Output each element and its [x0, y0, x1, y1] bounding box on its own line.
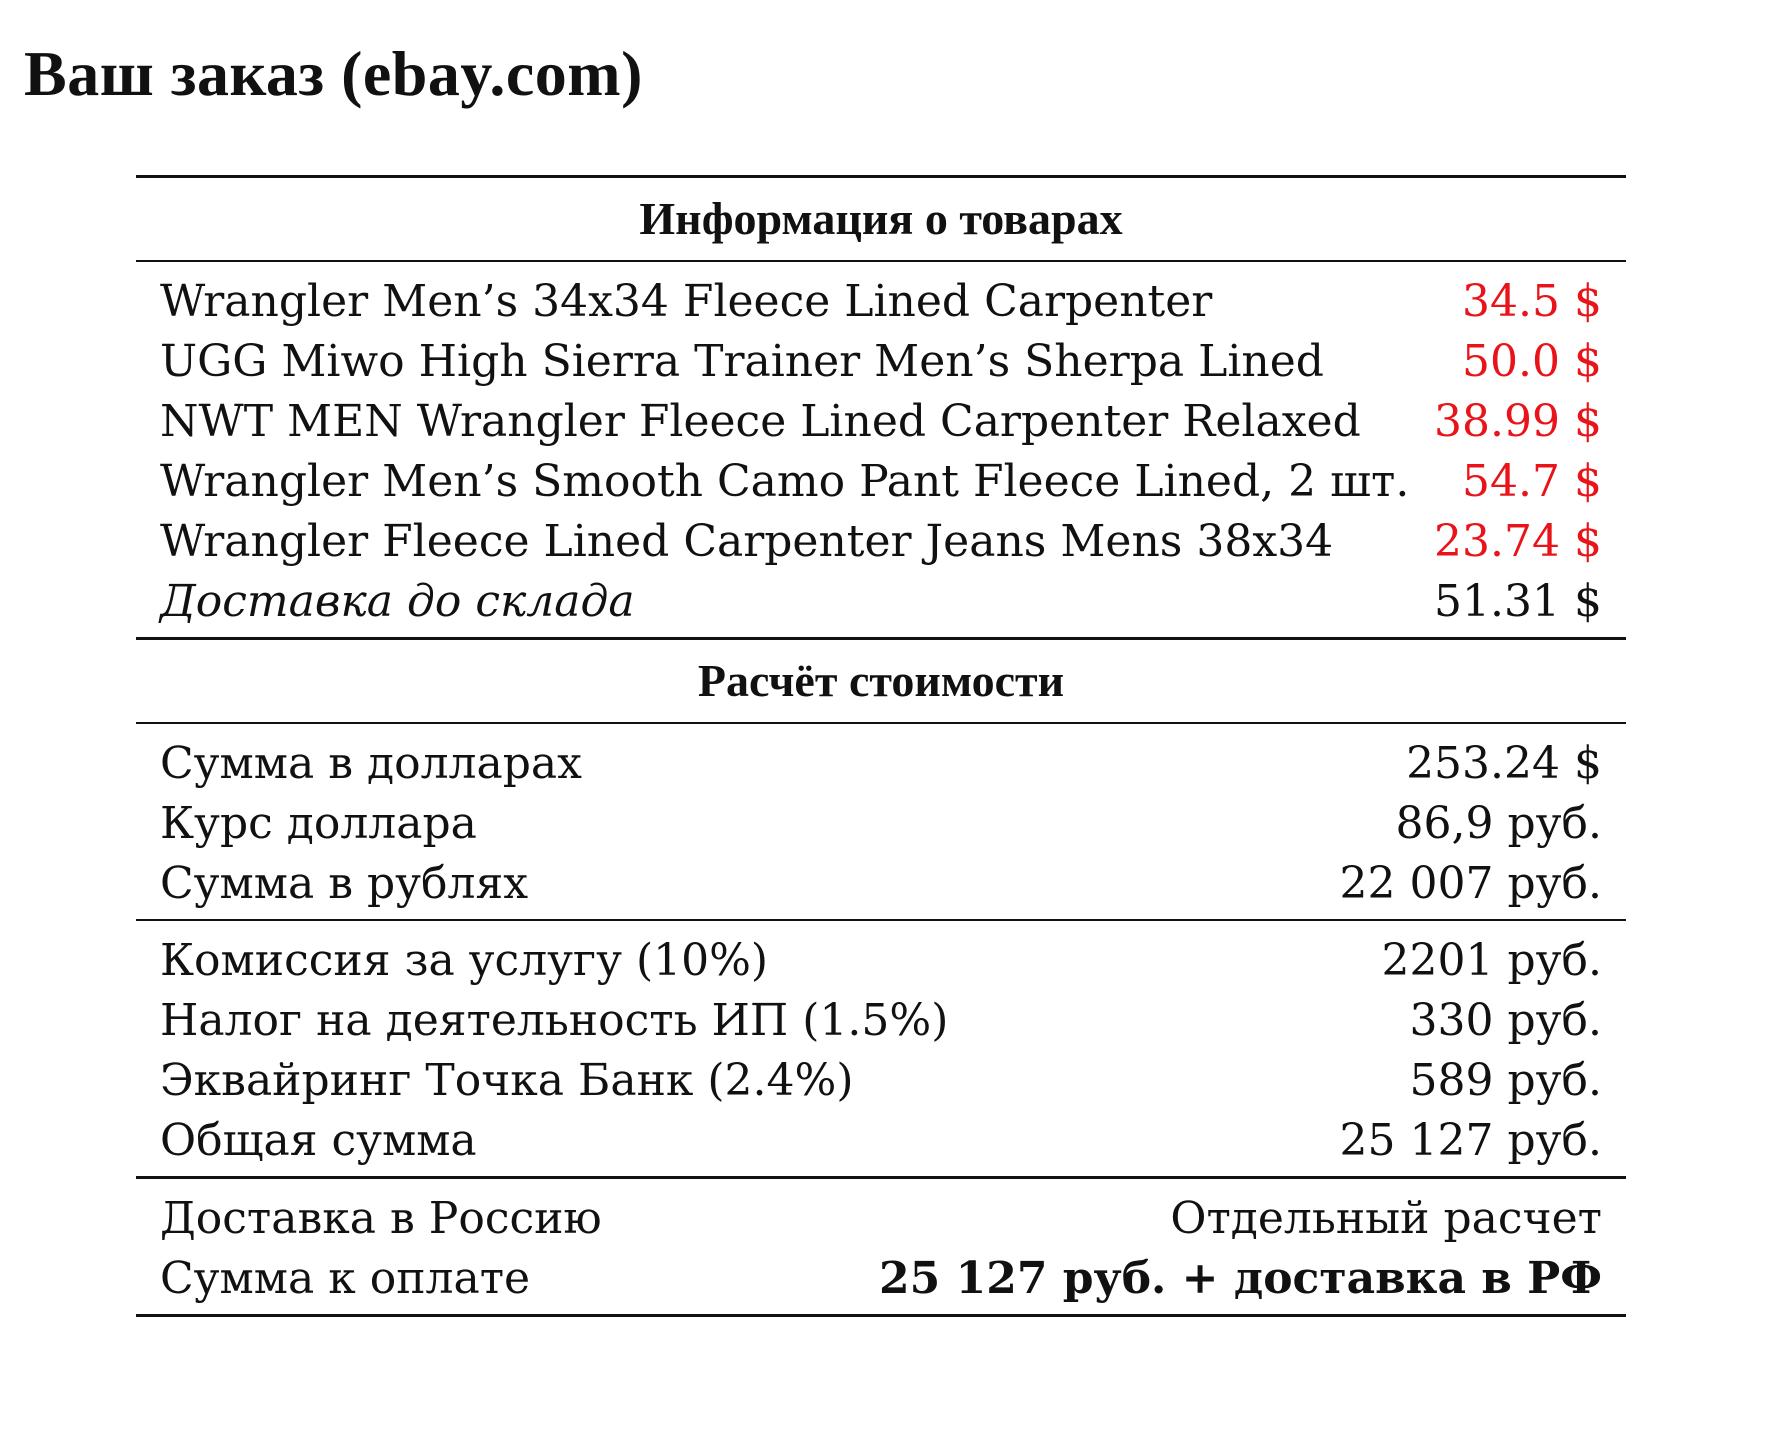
row-label: Эквайринг Точка Банк (2.4%): [160, 1055, 854, 1106]
product-price: 54.7 $: [1462, 456, 1602, 507]
product-price: 23.74 $: [1434, 516, 1602, 567]
warehouse-shipping-value: 51.31 $: [1434, 576, 1602, 627]
amount-due-row: [136, 1249, 1626, 1309]
order-summary-table: [136, 175, 1626, 1317]
row-value: 330 руб.: [1409, 995, 1602, 1046]
warehouse-shipping-label: Доставка до склада: [160, 576, 635, 627]
product-row: [136, 452, 1626, 512]
fee-row: [136, 991, 1626, 1051]
row-label: Курс доллара: [160, 798, 477, 849]
row-value: 589 руб.: [1409, 1055, 1602, 1106]
product-row: [136, 332, 1626, 392]
fee-row: [136, 1051, 1626, 1111]
row-value: 25 127 руб.: [1339, 1115, 1602, 1166]
total-row: [136, 1111, 1626, 1171]
conversion-row: [136, 794, 1626, 854]
product-price: 38.99 $: [1434, 396, 1602, 447]
row-value: 253.24 $: [1406, 738, 1602, 789]
product-price: 50.0 $: [1462, 336, 1602, 387]
page-title: Ваш заказ (ebay.com): [24, 38, 643, 109]
products-list: [136, 262, 1626, 640]
amount-due-value: 25 127 руб. + доставка в РФ: [879, 1253, 1602, 1304]
products-section-header: Информация о товарах: [136, 178, 1626, 262]
row-value: 2201 руб.: [1381, 935, 1602, 986]
product-row: [136, 272, 1626, 332]
product-name: NWT MEN Wrangler Fleece Lined Carpenter Relaxed: [160, 396, 1361, 447]
product-row: [136, 512, 1626, 572]
warehouse-shipping-row: [136, 572, 1626, 632]
product-name: Wrangler Men’s Smooth Camo Pant Fleece Lined, 2 шт.: [160, 456, 1410, 507]
product-price: 34.5 $: [1462, 276, 1602, 327]
row-label: Доставка в Россию: [160, 1193, 602, 1244]
row-label: Сумма к оплате: [160, 1253, 531, 1304]
row-value: 22 007 руб.: [1339, 858, 1602, 909]
row-label: Сумма в рублях: [160, 858, 529, 909]
row-value: Отдельный расчет: [1170, 1193, 1602, 1244]
conversion-row: [136, 854, 1626, 914]
row-label: Налог на деятельность ИП (1.5%): [160, 995, 949, 1046]
row-label: Комиссия за услугу (10%): [160, 935, 769, 986]
product-name: Wrangler Fleece Lined Carpenter Jeans Mens 38x34: [160, 516, 1334, 567]
product-name: Wrangler Men’s 34x34 Fleece Lined Carpenter: [160, 276, 1213, 327]
calculation-section-header: Расчёт стоимости: [136, 640, 1626, 724]
fees-group: [136, 921, 1626, 1179]
product-row: [136, 392, 1626, 452]
conversion-row: [136, 734, 1626, 794]
conversion-group: [136, 724, 1626, 921]
russia-shipping-row: [136, 1189, 1626, 1249]
fee-row: [136, 931, 1626, 991]
row-label: Общая сумма: [160, 1115, 477, 1166]
product-name: UGG Miwo High Sierra Trainer Men’s Sherpa Lined: [160, 336, 1324, 387]
row-value: 86,9 руб.: [1395, 798, 1602, 849]
row-label: Сумма в долларах: [160, 738, 582, 789]
final-group: [136, 1179, 1626, 1317]
